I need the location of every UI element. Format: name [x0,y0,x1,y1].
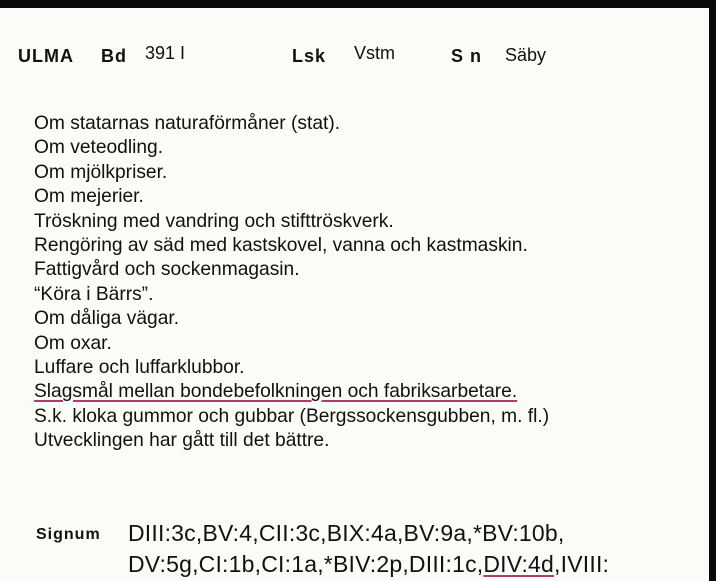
lsk-value: Vstm [354,43,396,63]
list-item: Om mjölkpriser. [34,161,168,183]
list-item: Om dåliga vägar. [34,308,180,330]
list-item-underlined: Slagsmål mellan bondebefolkningen och fabriksarbetare. [34,381,518,403]
list-item: Om mejerier. [34,186,144,208]
list-item: Utvecklingen har gått till det bättre. [34,430,330,452]
list-item: Tröskning med vandring och stifttröskverk. [34,210,394,232]
index-card [0,8,710,581]
list-item: “Köra i Bärrs”. [34,283,154,305]
list-item: Luffare och luffarklubbor. [34,357,245,379]
signum-code-underlined: DIV:4d [483,551,555,577]
list-item: Fattigvård och sockenmagasin. [34,259,300,281]
signum-line-2 [128,549,609,580]
list-item: Om veteodling. [34,137,164,159]
list-item: Om oxar. [34,332,112,354]
right-scan-border [709,0,716,581]
signum-codes-c: ,IVIII: [554,551,610,577]
topic-list [34,112,549,454]
lsk-label: Lsk [292,46,327,66]
top-scan-border [0,0,716,8]
list-item: Rengöring av säd med kastskovel, vanna och kastmaskin. [34,235,528,257]
signum-codes [128,518,609,580]
signum-line-1: DIII:3c,BV:4,CII:3c,BIX:4a,BV:9a,*BV:10b, [128,520,565,546]
sn-value: Säby [505,45,547,65]
bd-label: Bd [101,46,127,66]
signum-label: Signum [36,526,101,543]
bd-value: 391 I [145,43,186,63]
sn-label: S n [451,46,483,66]
archive-label: ULMA [18,46,74,66]
list-item: S.k. kloka gummor och gubbar (Bergssockensgubben, m. fl.) [34,405,550,427]
list-item: Om statarnas naturaförmåner (stat). [34,113,341,134]
signum-codes-a: DV:5g,CI:1b,CI:1a,*BIV:2p,DIII:1c, [128,551,484,577]
